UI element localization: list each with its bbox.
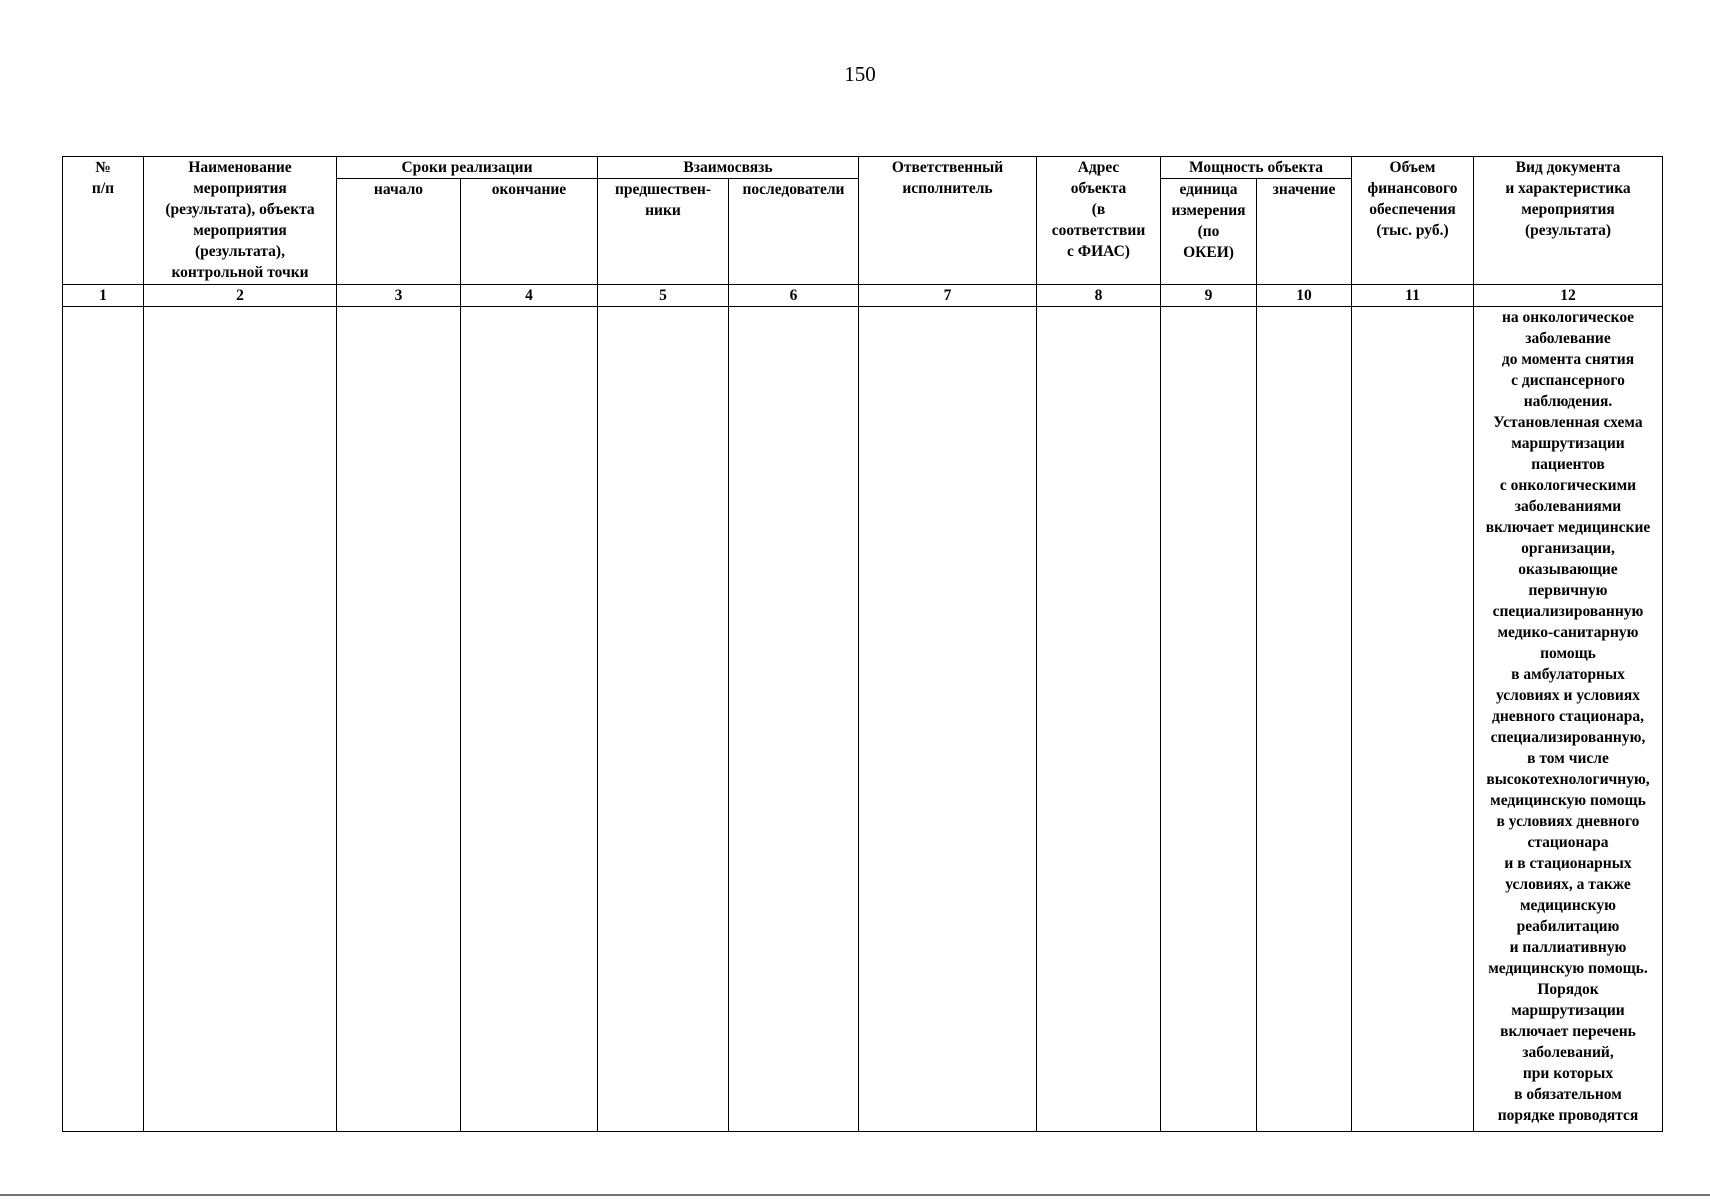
document-text-line: медицинскую помощь [1490, 792, 1646, 809]
document-text-line: первичную [1528, 582, 1608, 599]
cell-successors [729, 307, 859, 1132]
header-unit-text: единица измерения (по ОКЕИ) [1171, 181, 1246, 261]
column-number: 5 [598, 285, 729, 307]
document-text-line: заболеваний, [1522, 1044, 1614, 1061]
document-text-line: с онкологическими [1499, 477, 1637, 494]
column-number: 1 [63, 285, 144, 307]
document-text-line: высокотехнологичную, [1486, 771, 1650, 788]
column-number: 8 [1037, 285, 1161, 307]
activities-table [62, 156, 1663, 1132]
header-number [63, 157, 144, 285]
document-text-line: пациентов [1531, 456, 1605, 473]
document-text-line: включает перечень [1500, 1023, 1636, 1040]
header-funding [1352, 157, 1474, 285]
column-number: 10 [1257, 285, 1352, 307]
header-value [1257, 179, 1352, 285]
page-number: 150 [844, 62, 876, 86]
document-text-line: порядке проводятся [1497, 1107, 1639, 1124]
document-text-line: наблюдения. [1523, 393, 1613, 410]
document-text-line: маршрутизации [1511, 1002, 1625, 1019]
document-text-line: заболевание [1525, 330, 1611, 347]
header-address-text: Адрес объекта (в соответствии с ФИАС) [1051, 159, 1146, 260]
cell-end [461, 307, 598, 1132]
document-text-line: включает медицинские [1485, 519, 1651, 536]
cell-value [1257, 307, 1352, 1132]
header-value-text: значение [1272, 181, 1336, 198]
column-number: 2 [144, 285, 337, 307]
document-text-line: дневного стационара, [1492, 708, 1644, 725]
column-number: 7 [859, 285, 1037, 307]
header-group-terms-text: Сроки реализации [401, 159, 533, 176]
document-text-line: Установленная схема [1493, 414, 1643, 431]
column-number: 6 [729, 285, 859, 307]
document-text-line: специализированную, [1490, 729, 1646, 746]
column-numbers-row [63, 285, 1663, 307]
document-text-line: медико-санитарную [1497, 624, 1639, 641]
document-text-line: в том числе [1527, 750, 1609, 767]
document-text-line: на онкологическое [1502, 309, 1634, 326]
column-number: 3 [337, 285, 461, 307]
document-text-line: в обязательном [1514, 1086, 1622, 1103]
document-text-line: до момента снятия [1501, 351, 1635, 368]
document-text-line: медицинскую помощь. [1488, 960, 1648, 977]
document-text-line: медицинскую [1520, 897, 1616, 914]
document-text-line: заболеваниями [1514, 498, 1622, 515]
document-text-line: при которых [1522, 1065, 1614, 1082]
document-text-line: в амбулаторных [1511, 666, 1625, 683]
cell-address [1037, 307, 1161, 1132]
document-text-line: условиях, а также [1505, 876, 1631, 893]
header-group-capacity [1161, 157, 1352, 179]
header-end [461, 179, 598, 285]
document-text-line: с диспансерного [1511, 372, 1625, 389]
header-responsible [859, 157, 1037, 285]
document-text-line: организации, [1521, 540, 1615, 557]
header-group-links-text: Взаимосвязь [683, 159, 773, 176]
column-number: 11 [1352, 285, 1474, 307]
document-text-line: Порядок [1537, 981, 1599, 998]
header-group-terms [337, 157, 598, 179]
cell-document-type [1474, 307, 1663, 1132]
header-end-text: окончание [491, 181, 567, 198]
header-funding-text: Объем финансового обеспечения (тыс. руб.) [1367, 159, 1458, 239]
document-text-line: и паллиативную [1509, 939, 1627, 956]
document-text-line: помощь [1540, 645, 1596, 662]
header-document-type-text: Вид документа и характеристика мероприятия (результата) [1505, 159, 1631, 239]
page-bottom-edge [0, 1194, 1710, 1196]
header-name-text: Наименование мероприятия (результата), объекта мероприятия (результата), контрольной точки [165, 159, 315, 281]
document-text-line: реабилитацию [1516, 918, 1620, 935]
document-text-line: маршрутизации [1511, 435, 1625, 452]
header-start [337, 179, 461, 285]
document-text-line: специализированную [1492, 603, 1644, 620]
header-successors-text: последователи [742, 181, 845, 198]
header-group-links [598, 157, 859, 179]
header-start-text: начало [373, 181, 424, 198]
document-text-line: в условиях дневного [1496, 813, 1640, 830]
header-predecessors-text: предшествен- ники [614, 181, 712, 219]
cell-predecessors [598, 307, 729, 1132]
header-predecessors [598, 179, 729, 285]
header-unit [1161, 179, 1257, 285]
column-number: 9 [1161, 285, 1257, 307]
cell-responsible [859, 307, 1037, 1132]
cell-funding [1352, 307, 1474, 1132]
header-group-capacity-text: Мощность объекта [1188, 159, 1324, 176]
header-name [144, 157, 337, 285]
document-text-line: стационара [1527, 834, 1609, 851]
document-text-line: оказывающие [1518, 561, 1618, 578]
header-document-type [1474, 157, 1663, 285]
column-number: 12 [1474, 285, 1663, 307]
table-row [63, 307, 1663, 1132]
cell-name [144, 307, 337, 1132]
cell-number [63, 307, 144, 1132]
header-responsible-text: Ответственный исполнитель [891, 159, 1004, 197]
header-successors [729, 179, 859, 285]
cell-unit [1161, 307, 1257, 1132]
document-text-line: условиях и условиях [1496, 687, 1640, 704]
header-address [1037, 157, 1161, 285]
document-text-line: и в стационарных [1504, 855, 1632, 872]
cell-start [337, 307, 461, 1132]
column-number: 4 [461, 285, 598, 307]
header-number-text: № п/п [91, 159, 115, 197]
